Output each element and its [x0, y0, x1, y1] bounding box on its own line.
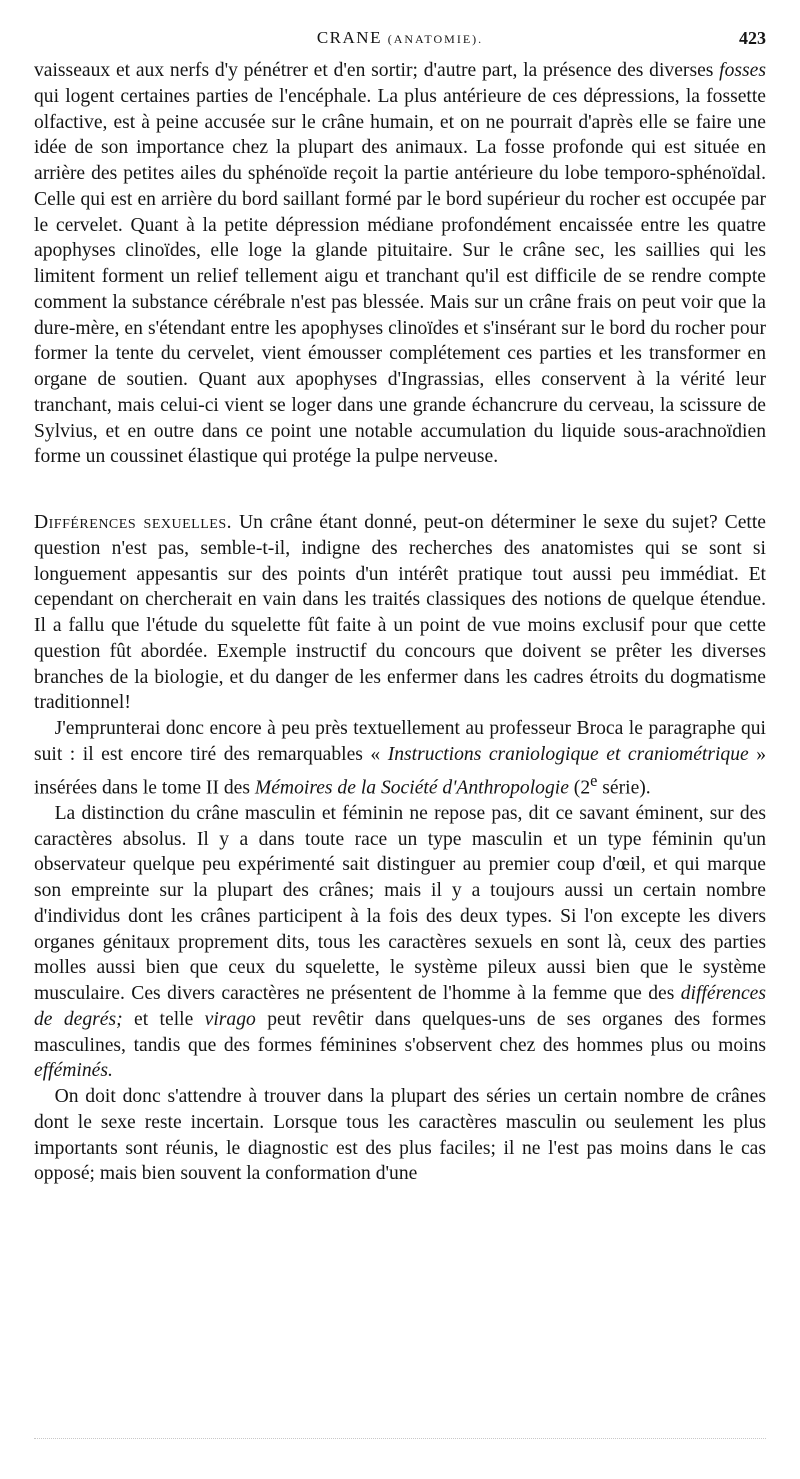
page-header: [34, 26, 766, 58]
running-head: [34, 28, 766, 48]
paragraph-differences: [34, 510, 766, 716]
paragraph-fosses: [34, 58, 766, 470]
paragraph-text: La distinction du crâne masculin et féminin ne repose pas, dit ce savant éminent, sur des caractères absolus. Il y a dans toute race un type masculin et un type féminin qu'un observateur quelque peu expérimenté sait distinguer au premier coup d'œil, et qui marque son empreinte sur la plupart des crânes; mais il y a toujours aussi un certain nombre d'individus dont les crânes participent à la fois des deux types. Si l'on excepte les divers organes génitaux proprement dits, tous les caractères sexuels en sont là, ceux des parties molles aussi bien que ceux du squelette, le système pileux aussi bien que le système musculaire. Ces divers caractères ne présentent de l'homme à la femme que des: [34, 802, 766, 1005]
italic-word: efféminés.: [34, 1060, 113, 1082]
paragraph-distinction: [34, 801, 766, 1084]
paragraph-text: Un crâne étant donné, peut-on déterminer le sexe du sujet? Cette question n'est pas, semble-t-il, indigne des recherches des anatomistes qui se sont si longuement appesantis sur des points d'un intérêt pratique tout aussi peu immédiat. Et cependant on chercherait en vain dans les traités classiques des notions de quelque étendue. Il a fallu que l'étude du squelette fût faite à un point de vue moins exclusif pour que cette question fût abordée. Exemple instructif du concours que doivent se prêter les diverses branches de la biologie, et du danger de les enfermer dans les cadres étroits du dogmatisme traditionnel!: [34, 512, 766, 714]
paragraph-text: (2: [568, 777, 591, 799]
paragraph-series: On doit donc s'attendre à trouver dans la plupart des séries un certain nombre de crânes dont le sexe reste incertain. Lorsque tous les caractères masculin ou seulement les plus importants sont réunis, le diagnostic est des plus faciles; il ne l'est pas moins dans le cas opposé; mais bien souvent la conformation d'une: [34, 1086, 766, 1185]
section-gap: [34, 470, 766, 510]
paragraph-text: peut revêtir dans quelques-uns de ses organes des formes masculines, tandis que des formes féminines s'observent chez des hommes plus ou moins: [34, 1008, 767, 1056]
paragraph-text: série).: [597, 777, 651, 799]
paragraph-text: J'emprunterai donc encore à peu près textuellement au professeur Broca le paragraphe qui suit : il est encore tiré des remarquables «: [34, 718, 766, 765]
paragraph-broca: [34, 716, 766, 801]
paragraph-text: » insérées dans le tome II des: [34, 743, 767, 799]
italic-word: virago: [204, 1008, 256, 1030]
running-head-subtitle: (ANATOMIE).: [387, 32, 484, 46]
paragraph-text: vaisseaux et aux nerfs d'y pénétrer et d'en sortir; d'autre part, la présence des diverses: [34, 60, 720, 81]
page-number: 423: [739, 28, 766, 48]
running-head-title: CRANE: [316, 28, 382, 47]
italic-title: Mémoires de la Société d'Anthropologie: [254, 777, 569, 799]
italic-term: fosses: [719, 60, 766, 81]
italic-title: Instructions craniologique et craniométrique: [387, 743, 749, 765]
italic-phrase: différences de degrés;: [34, 983, 766, 1030]
bottom-rule: [34, 1438, 766, 1439]
superscript: e: [590, 770, 598, 790]
document-page: [34, 26, 766, 1187]
paragraph-text: et telle: [122, 1008, 205, 1030]
section-heading: Différences sexuelles.: [34, 512, 233, 533]
paragraph-text: qui logent certaines parties de l'encéphale. La plus antérieure de ces dépressions, la fossette olfactive, est à peine accusée sur le crâne humain, et on ne pourrait d'après elle se faire une idée de son importance chez la plupart des animaux. La fosse profonde qui est située en arrière des petites ailes du sphénoïde reçoit la partie antérieure du lobe temporo-sphénoïdal. Celle qui est en arrière du bord saillant formé par le bord supérieur du rocher est occupée par le cervelet. Quant à la petite dépression médiane profondément encaissée entre les quatre apophyses clinoïdes, elle loge la glande pituitaire. Sur le crâne sec, les saillies qui les limitent forment un relief tellement aigu et tranchant qu'il est difficile de se rendre compte comment la substance cérébrale n'est pas blessée. Mais sur un crâne frais on peut voir que la dure-mère, en s'étendant entre les apophyses clinoïdes et s'insérant sur le bord du rocher pour former la tente du cervelet, vient émousser complétement ces parties et les transformer en organe de soutien. Quant aux apophyses d'Ingrassias, elles conservent à la vérité leur tranchant, mais celui-ci vient se loger dans une grande échancrure du cerveau, la scissure de Sylvius, et en outre dans ce point une notable accumulation du liquide sous-arachnoïdien forme un coussinet élastique qui protége la pulpe nerveuse.: [34, 85, 766, 468]
